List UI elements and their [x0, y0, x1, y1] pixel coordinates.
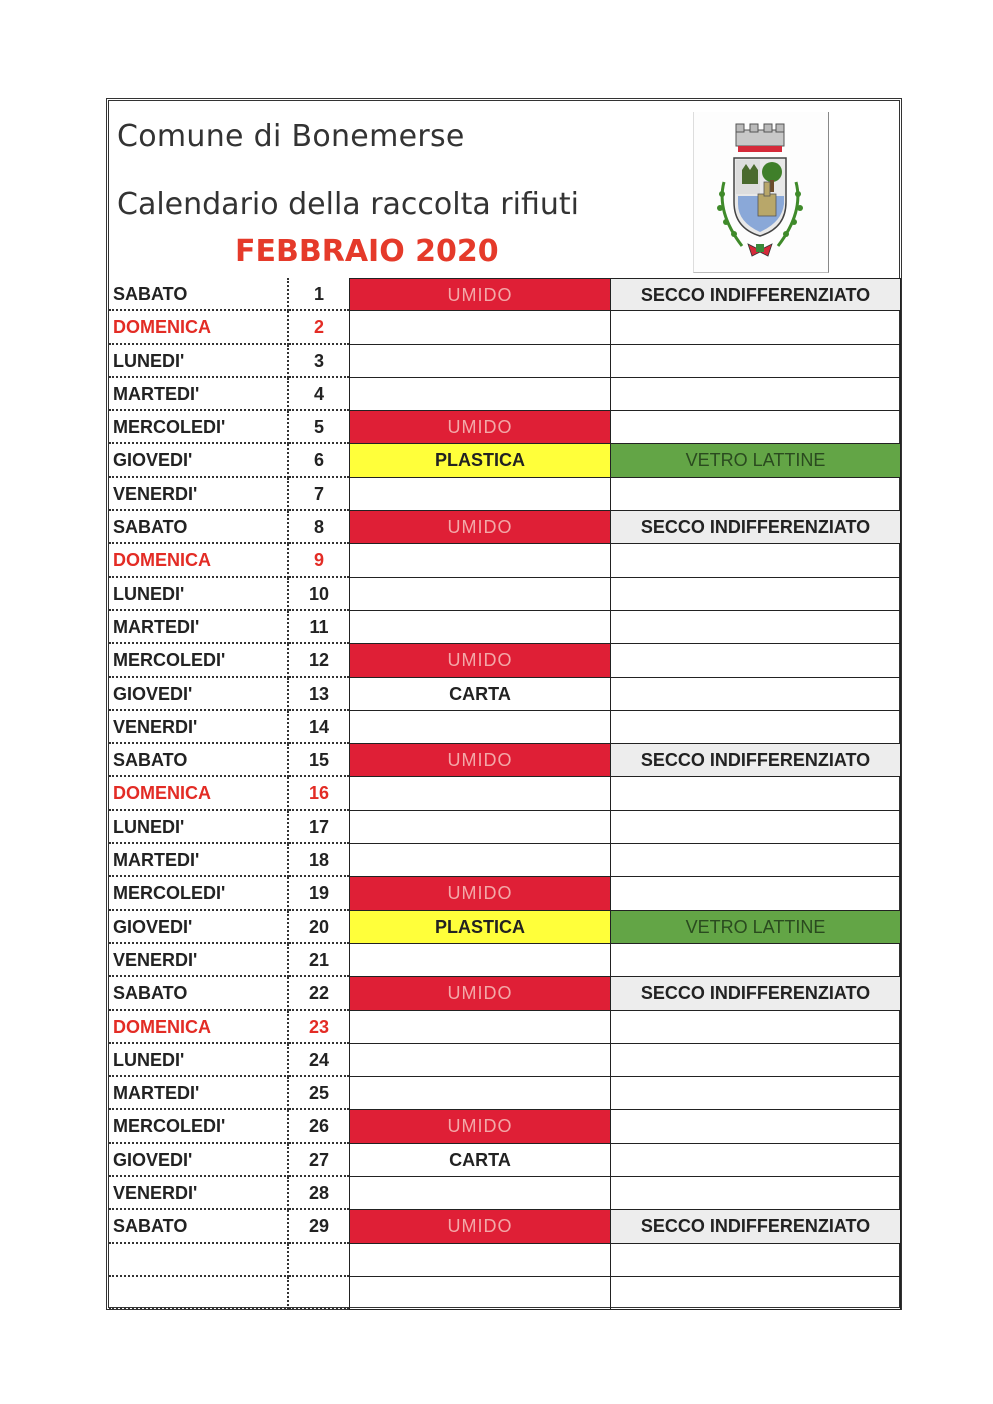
day-number: 6	[289, 444, 349, 477]
table-row	[109, 1011, 899, 1044]
collection-secondary: SECCO INDIFFERENZIATO	[611, 511, 901, 544]
table-row	[109, 811, 899, 844]
day-number: 25	[289, 1077, 349, 1110]
table-row	[109, 1044, 899, 1077]
day-number	[289, 1244, 349, 1277]
table-row	[109, 311, 899, 344]
collection-primary: UMIDO	[349, 877, 611, 910]
day-number: 16	[289, 777, 349, 810]
collection-primary	[349, 1244, 611, 1277]
municipal-coat-of-arms-icon	[698, 122, 822, 267]
calendar-subtitle: Calendario della raccolta rifiuti	[117, 187, 579, 222]
day-name	[109, 1244, 289, 1277]
day-name: SABATO	[109, 977, 289, 1010]
collection-secondary	[611, 378, 901, 411]
header	[109, 101, 899, 277]
collection-primary: UMIDO	[349, 1210, 611, 1243]
collection-primary	[349, 311, 611, 344]
collection-primary: UMIDO	[349, 744, 611, 777]
collection-primary: PLASTICA	[349, 911, 611, 944]
collection-secondary	[611, 311, 901, 344]
table-row	[109, 944, 899, 977]
table-row	[109, 977, 899, 1010]
collection-secondary	[611, 1077, 901, 1110]
collection-primary	[349, 844, 611, 877]
month-title: FEBBRAIO 2020	[235, 234, 499, 269]
day-number: 26	[289, 1110, 349, 1143]
collection-primary	[349, 478, 611, 511]
collection-primary: UMIDO	[349, 511, 611, 544]
collection-primary	[349, 944, 611, 977]
table-row	[109, 578, 899, 611]
day-name: DOMENICA	[109, 777, 289, 810]
calendar-sheet	[106, 98, 902, 1310]
day-name: LUNEDI'	[109, 578, 289, 611]
table-row	[109, 1177, 899, 1210]
collection-secondary	[611, 844, 901, 877]
collection-secondary: SECCO INDIFFERENZIATO	[611, 744, 901, 777]
collection-secondary	[611, 1110, 901, 1143]
collection-secondary	[611, 1011, 901, 1044]
table-row	[109, 1144, 899, 1177]
municipality-title: Comune di Bonemerse	[117, 119, 465, 154]
collection-secondary	[611, 811, 901, 844]
collection-primary: UMIDO	[349, 644, 611, 677]
day-number: 7	[289, 478, 349, 511]
collection-secondary	[611, 1244, 901, 1277]
day-name: DOMENICA	[109, 311, 289, 344]
day-name: LUNEDI'	[109, 1044, 289, 1077]
collection-secondary	[611, 1044, 901, 1077]
day-number: 24	[289, 1044, 349, 1077]
day-name	[109, 1277, 289, 1310]
day-number: 29	[289, 1210, 349, 1243]
table-row	[109, 777, 899, 810]
table-row	[109, 1110, 899, 1143]
day-number: 27	[289, 1144, 349, 1177]
collection-secondary	[611, 944, 901, 977]
collection-secondary	[611, 1177, 901, 1210]
day-name: SABATO	[109, 278, 289, 311]
day-name: VENERDI'	[109, 1177, 289, 1210]
day-number: 11	[289, 611, 349, 644]
collection-secondary	[611, 478, 901, 511]
collection-primary	[349, 811, 611, 844]
day-name: SABATO	[109, 511, 289, 544]
collection-secondary: VETRO LATTINE	[611, 444, 901, 477]
day-name: VENERDI'	[109, 711, 289, 744]
collection-primary	[349, 1177, 611, 1210]
collection-secondary	[611, 877, 901, 910]
table-row	[109, 378, 899, 411]
day-number: 8	[289, 511, 349, 544]
collection-secondary: SECCO INDIFFERENZIATO	[611, 977, 901, 1010]
day-number: 4	[289, 378, 349, 411]
day-number: 28	[289, 1177, 349, 1210]
day-name: MARTEDI'	[109, 844, 289, 877]
day-name: GIOVEDI'	[109, 444, 289, 477]
table-row	[109, 511, 899, 544]
table-row	[109, 1277, 899, 1310]
day-number: 22	[289, 977, 349, 1010]
day-number: 18	[289, 844, 349, 877]
collection-secondary	[611, 644, 901, 677]
day-name: MERCOLEDI'	[109, 1110, 289, 1143]
table-row	[109, 611, 899, 644]
day-name: SABATO	[109, 744, 289, 777]
collection-secondary	[611, 544, 901, 577]
collection-secondary: SECCO INDIFFERENZIATO	[611, 1210, 901, 1243]
collection-primary: PLASTICA	[349, 444, 611, 477]
day-name: SABATO	[109, 1210, 289, 1243]
collection-primary: UMIDO	[349, 278, 611, 311]
day-number: 17	[289, 811, 349, 844]
day-name: MARTEDI'	[109, 611, 289, 644]
crest-frame	[693, 112, 829, 273]
table-row	[109, 411, 899, 444]
day-number: 5	[289, 411, 349, 444]
table-row	[109, 444, 899, 477]
table-row	[109, 844, 899, 877]
collection-secondary: SECCO INDIFFERENZIATO	[611, 278, 901, 311]
collection-primary	[349, 544, 611, 577]
collection-primary	[349, 777, 611, 810]
day-number: 20	[289, 911, 349, 944]
day-name: GIOVEDI'	[109, 678, 289, 711]
table-row	[109, 1210, 899, 1243]
table-row	[109, 678, 899, 711]
collection-primary	[349, 1011, 611, 1044]
collection-primary	[349, 578, 611, 611]
collection-secondary	[611, 1277, 901, 1310]
table-row	[109, 478, 899, 511]
day-number: 9	[289, 544, 349, 577]
collection-primary: UMIDO	[349, 1110, 611, 1143]
collection-primary	[349, 711, 611, 744]
table-row	[109, 744, 899, 777]
day-number: 2	[289, 311, 349, 344]
collection-secondary	[611, 578, 901, 611]
day-number: 1	[289, 278, 349, 311]
collection-primary	[349, 1044, 611, 1077]
collection-secondary	[611, 411, 901, 444]
collection-primary: CARTA	[349, 678, 611, 711]
day-name: MERCOLEDI'	[109, 877, 289, 910]
day-name: MERCOLEDI'	[109, 644, 289, 677]
collection-secondary	[611, 711, 901, 744]
day-number: 12	[289, 644, 349, 677]
day-name: LUNEDI'	[109, 811, 289, 844]
collection-primary	[349, 1077, 611, 1110]
collection-primary	[349, 378, 611, 411]
collection-secondary: VETRO LATTINE	[611, 911, 901, 944]
collection-secondary	[611, 678, 901, 711]
collection-table	[109, 278, 899, 1310]
table-row	[109, 1077, 899, 1110]
day-number: 15	[289, 744, 349, 777]
collection-secondary	[611, 1144, 901, 1177]
table-row	[109, 544, 899, 577]
collection-primary	[349, 345, 611, 378]
collection-primary: UMIDO	[349, 411, 611, 444]
collection-primary	[349, 1277, 611, 1310]
collection-primary: CARTA	[349, 1144, 611, 1177]
day-name: MARTEDI'	[109, 378, 289, 411]
day-name: MARTEDI'	[109, 1077, 289, 1110]
day-name: DOMENICA	[109, 544, 289, 577]
day-number: 3	[289, 345, 349, 378]
table-row	[109, 711, 899, 744]
table-row	[109, 911, 899, 944]
day-number	[289, 1277, 349, 1310]
day-name: DOMENICA	[109, 1011, 289, 1044]
day-number: 10	[289, 578, 349, 611]
day-name: VENERDI'	[109, 944, 289, 977]
day-number: 13	[289, 678, 349, 711]
day-name: VENERDI'	[109, 478, 289, 511]
day-number: 14	[289, 711, 349, 744]
day-number: 21	[289, 944, 349, 977]
day-name: LUNEDI'	[109, 345, 289, 378]
table-row	[109, 1244, 899, 1277]
collection-secondary	[611, 611, 901, 644]
day-name: GIOVEDI'	[109, 1144, 289, 1177]
collection-secondary	[611, 345, 901, 378]
collection-primary: UMIDO	[349, 977, 611, 1010]
table-row	[109, 278, 899, 311]
day-name: GIOVEDI'	[109, 911, 289, 944]
table-row	[109, 644, 899, 677]
table-row	[109, 345, 899, 378]
day-name: MERCOLEDI'	[109, 411, 289, 444]
table-row	[109, 877, 899, 910]
day-number: 19	[289, 877, 349, 910]
collection-primary	[349, 611, 611, 644]
day-number: 23	[289, 1011, 349, 1044]
collection-secondary	[611, 777, 901, 810]
